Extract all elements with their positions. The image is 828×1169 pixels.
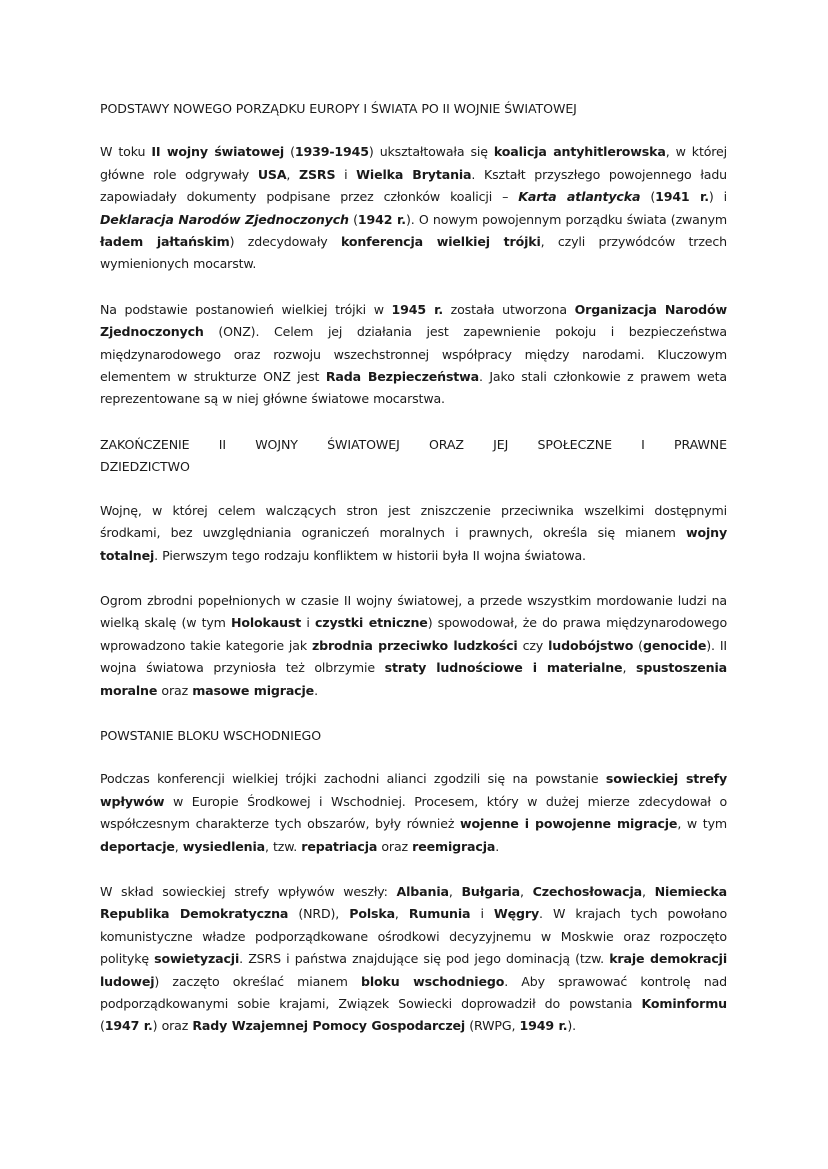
emphasized-term: koalicja antyhitlerowska [493, 144, 666, 160]
text-run: , [174, 838, 183, 854]
text-run: Ogrom zbrodni popełnionych w czasie II wojny światowej, a przede wszystkim mordowanie ludzi na wielką skalę (w tym [100, 592, 727, 631]
text-run: . Jako stali członkowie z prawem weta reprezentowane są w niej główne światowe mocarstwa. [100, 369, 727, 407]
emphasized-term: straty ludnościowe i materialne [384, 660, 623, 676]
emphasized-term: czystki etniczne [314, 615, 428, 631]
text-run: , [622, 660, 636, 676]
emphasized-term: sowieckiej strefy wpływów [100, 771, 727, 809]
text-run: Na podstawie postanowień wielkiej trójki w [100, 301, 392, 317]
emphasized-term: bloku wschodniego [360, 973, 505, 989]
emphasized-term: sowietyzacji [154, 951, 240, 967]
text-run: ) spowodował, że do prawa międzynarodowego wprowadzono takie kategorie jak [100, 615, 727, 653]
text-run: ( [633, 637, 643, 653]
text-run: i [301, 615, 315, 631]
text-run: , w tym [677, 816, 727, 832]
emphasized-term: deportacje [100, 838, 175, 854]
paragraph [100, 768, 727, 858]
text-run: . W krajach tych powołano komunistyczne władze podporządkowane ośrodkowi decyzyjnemu w Moskwie oraz rozpoczęto politykę [100, 906, 728, 967]
text-run: , [448, 883, 462, 899]
text-run: , w której główne role odgrywały [100, 144, 727, 182]
emphasized-term: Węgry [493, 906, 540, 922]
text-run: oraz [157, 682, 193, 698]
emphasized-term: ładem jałtańskim [100, 234, 230, 250]
text-run: , czyli przywódców trzech wymienionych mocarstw. [100, 234, 727, 272]
text-run: . [314, 682, 318, 698]
emphasized-term: 1942 r. [357, 211, 406, 227]
text-run: i [335, 166, 357, 182]
emphasized-term: II wojny światowej [151, 144, 285, 160]
emphasized-term: Karta atlantycka [518, 189, 641, 205]
text-run: , tzw. [265, 838, 302, 854]
text-run: ) oraz [152, 1018, 193, 1034]
text-run: ). II wojna światowa przyniosła też olbrzymie [100, 637, 727, 676]
emphasized-term: ZSRS [299, 166, 336, 182]
document-page [100, 98, 727, 1038]
emphasized-term: konferencja wielkiej trójki [340, 234, 541, 250]
paragraph [100, 881, 727, 1038]
emphasized-term: Polska [349, 906, 395, 922]
emphasized-term: masowe migracje [192, 682, 315, 698]
emphasized-term: Kominformu [641, 996, 727, 1011]
emphasized-term: Rumunia [408, 906, 471, 922]
paragraph [100, 299, 727, 411]
emphasized-term: zbrodnia przeciwko ludzkości [311, 637, 518, 653]
text-run: ) zdecydowały [229, 234, 341, 250]
text-run: , [641, 883, 655, 899]
paragraph [100, 590, 727, 702]
emphasized-term: wojny totalnej [100, 525, 727, 563]
text-run: (NRD), [288, 906, 350, 922]
text-run: (RWPG, [465, 1018, 520, 1034]
text-run: oraz [377, 838, 413, 854]
emphasized-term: reemigracja [412, 838, 496, 854]
text-run: ) zaczęto określać mianem [154, 973, 361, 989]
emphasized-term: spustoszenia moralne [100, 660, 727, 698]
emphasized-term: Bułgaria [461, 883, 521, 899]
text-run: . ZSRS i państwa znajdujące się pod jego dominacją (tzw. [239, 951, 610, 967]
text-run: ) i [708, 189, 727, 205]
emphasized-term: Wielka Brytania [356, 166, 472, 182]
text-run: W skład sowieckiej strefy wpływów weszły: [100, 883, 397, 899]
emphasized-term: Rady Wzajemnej Pomocy Gospodarczej [192, 1018, 466, 1034]
text-run: W toku [100, 144, 152, 160]
text-run: Wojnę, w której celem walczących stron jest zniszczenie przeciwnika wszelkimi dostępnymi środkami, bez uwzględniania ograniczeń moralnych i prawnych, określa się mianem [100, 502, 727, 541]
text-run: . Kształt przyszłego powojennego ładu zapowiadały dokumenty podpisane przez członków koalicji – [100, 166, 727, 205]
section-heading: PODSTAWY NOWEGO PORZĄDKU EUROPY I ŚWIATA PO II WOJNIE ŚWIATOWEJ [100, 101, 577, 116]
text-run: . [495, 838, 500, 854]
section-eastern-bloc [100, 725, 727, 1038]
emphasized-term: Czechosłowacja [532, 883, 642, 899]
section-heading: ZAKOŃCZENIE II WOJNY ŚWIATOWEJ ORAZ JEJ SPOŁECZNE I PRAWNE DZIEDZICTWO [100, 436, 727, 475]
emphasized-term: 1947 r. [104, 1018, 153, 1034]
emphasized-term: Deklaracja Narodów Zjednoczonych [100, 211, 349, 227]
text-run: , [520, 883, 533, 899]
text-run: Podczas konferencji wielkiej trójki zachodni alianci zgodzili się na powstanie [100, 771, 606, 787]
emphasized-term: wysiedlenia [182, 838, 265, 854]
emphasized-term: USA [257, 166, 287, 182]
paragraph [100, 141, 727, 275]
text-run: została utworzona [442, 301, 575, 317]
emphasized-term: Organizacja Narodów Zjednoczonych [100, 301, 727, 340]
text-run: ( [640, 189, 656, 205]
text-run: czy [517, 637, 549, 653]
emphasized-term: wojenne i powojenne migracje [460, 816, 678, 832]
text-run: ( [100, 1018, 105, 1034]
emphasized-term: kraje demokracji ludowej [100, 951, 727, 989]
section-postwar-order [100, 98, 727, 434]
text-run: ( [284, 144, 295, 160]
emphasized-term: repatriacja [301, 838, 378, 854]
text-run: , [286, 166, 299, 182]
emphasized-term: Albania [396, 883, 449, 899]
text-run: w Europie Środkowej i Wschodniej. Procesem, który w dużej mierze zdecydował o współczesnym charakterze tych obszarów, były również [100, 793, 727, 832]
text-run: O nowym powojennym porządku świata (zwanym [418, 211, 727, 227]
emphasized-term: Rada Bezpieczeństwa [325, 369, 480, 385]
text-run: ). [405, 211, 419, 227]
text-run: . Aby sprawować kontrolę nad podporządkowanymi sobie krajami, Związek Sowiecki doprowadził do powstania [100, 973, 727, 1011]
text-run: (ONZ). Celem jej działania jest zapewnienie pokoju i bezpieczeństwa międzynarodowego oraz rozwoju wszechstronnej współpracy między narodami. Kluczowym elementem w strukturze ONZ jest [100, 324, 727, 385]
emphasized-term: Holokaust [231, 615, 302, 631]
emphasized-term: 1945 r. [391, 301, 443, 317]
text-run: i [470, 906, 494, 922]
paragraph [100, 500, 727, 567]
section-heading: POWSTANIE BLOKU WSCHODNIEGO [100, 727, 322, 743]
section-end-of-war-legacy [100, 434, 727, 725]
text-run: ) ukształtowała się [368, 144, 494, 160]
text-run: ). [567, 1018, 576, 1034]
emphasized-term: Niemiecka Republika Demokratyczna [100, 883, 727, 922]
emphasized-term: genocide [642, 637, 707, 653]
emphasized-term: 1941 r. [655, 189, 709, 205]
text-run: . Pierwszym tego rodzaju konfliktem w historii była II wojna światowa. [154, 547, 586, 563]
text-run: , [394, 906, 409, 922]
emphasized-term: 1939-1945 [294, 144, 369, 160]
emphasized-term: 1949 r. [519, 1018, 568, 1034]
emphasized-term: ludobójstwo [548, 637, 634, 653]
text-run: ( [348, 211, 358, 227]
